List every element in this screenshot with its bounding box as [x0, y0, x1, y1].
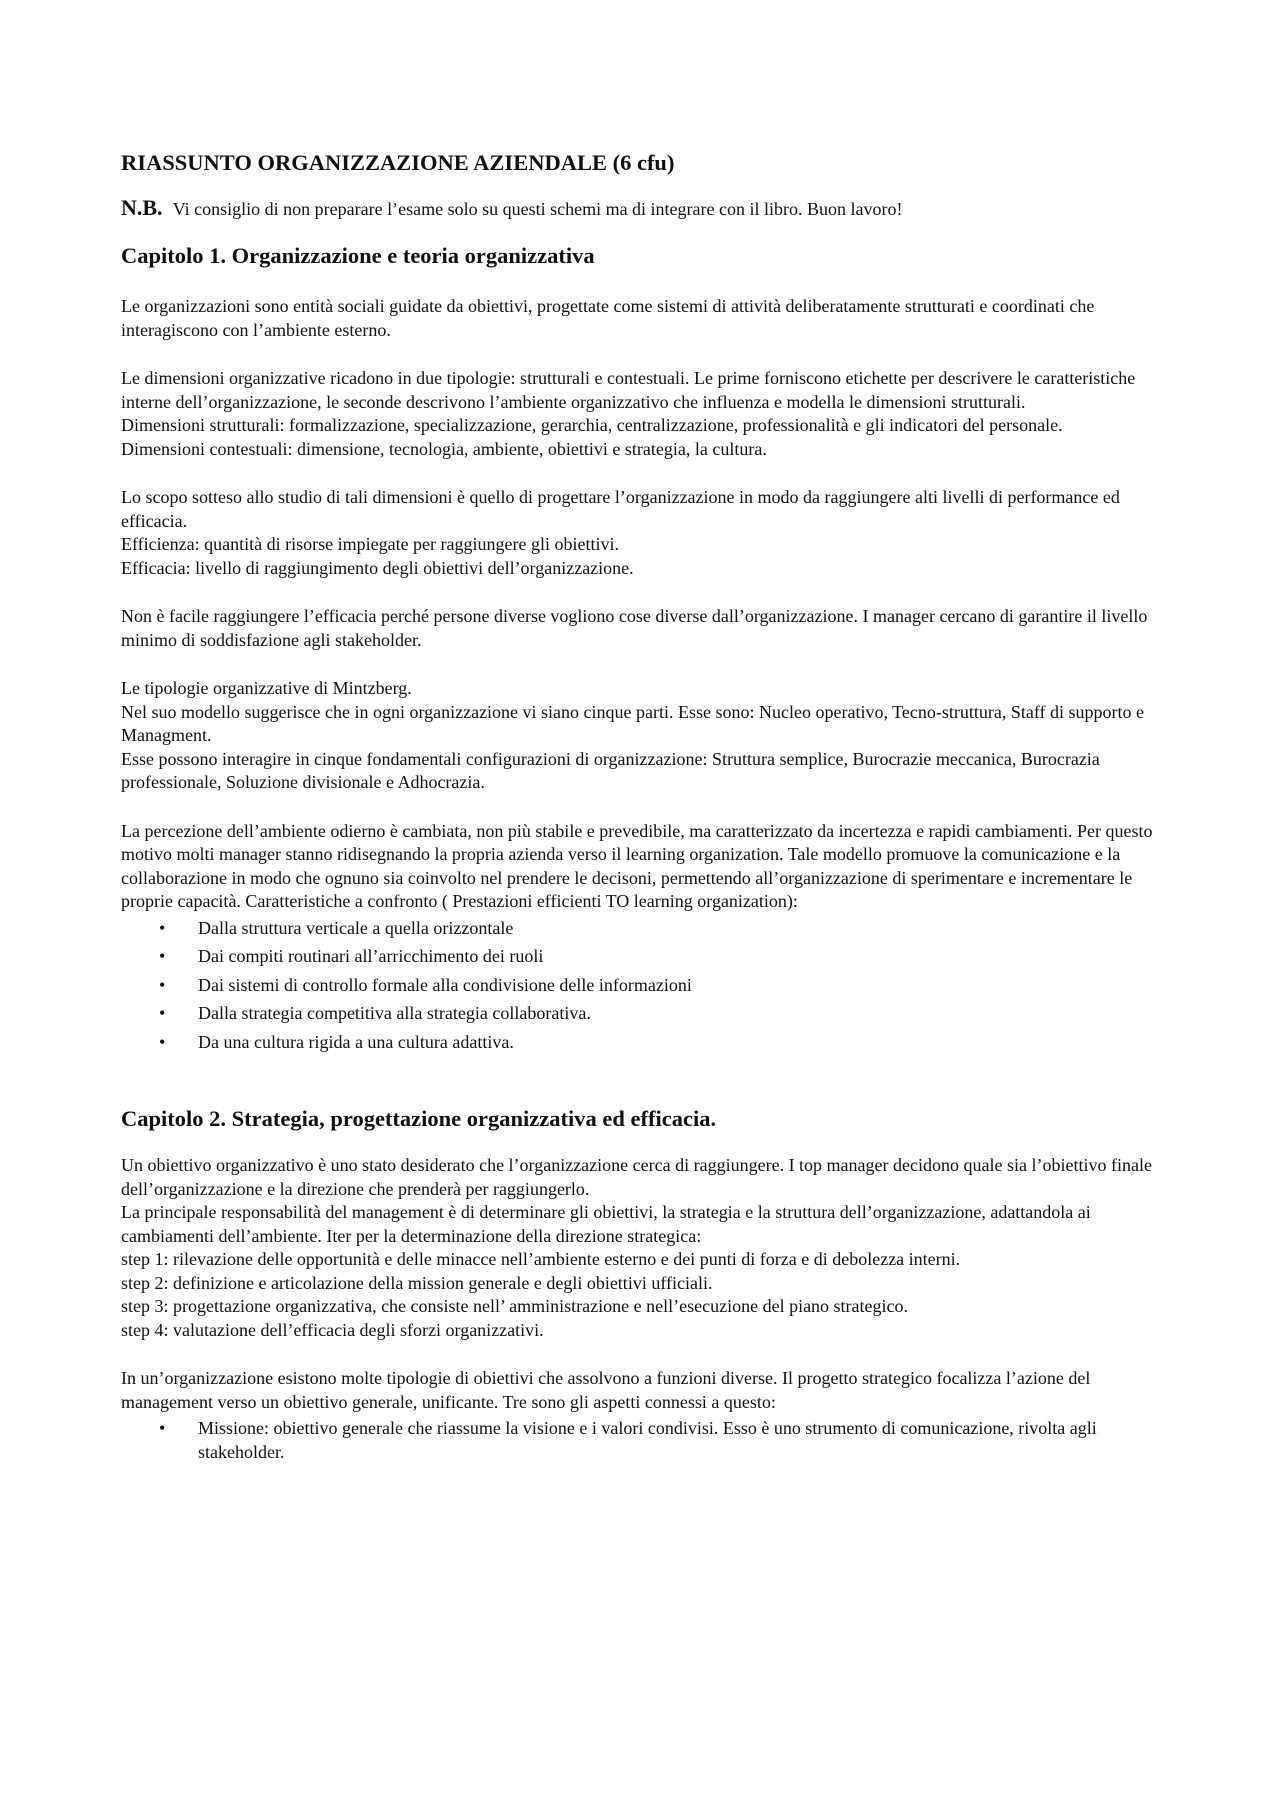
- paragraph-text: Le tipologie organizzative di Mintzberg.: [121, 678, 412, 698]
- paragraph-text: Nel suo modello suggerisce che in ogni organizzazione vi siano cinque parti. Esse sono: Nucleo operativo, Tecno-struttura, Staff di supporto e Managment.: [121, 701, 1144, 745]
- bullet-icon: •: [159, 917, 166, 938]
- chapter-1-bullet-list: [121, 917, 1171, 1055]
- list-item: [121, 974, 1171, 998]
- list-item-text: Dalla struttura verticale a quella orizzontale: [198, 917, 514, 938]
- step-text: step 4: valutazione dell’efficacia degli sforzi organizzativi.: [121, 1319, 544, 1340]
- paragraph-text: La percezione dell’ambiente odierno è cambiata, non più stabile e prevedibile, ma caratterizzato da incertezza e rapidi cambiamenti. Per questo motivo molti manager stanno ridisegnando la propria azienda verso il learning organization. Tale modello promuove la comunicazione e la collaborazione in modo che ognuno sia coinvolto nel prendere le decisoni, permettendo all’organizzazione di sperimentare e incrementare le proprie capacità. Caratteristiche a confronto ( Prestazioni efficienti TO learning organization):: [121, 820, 1153, 911]
- list-item-text: Missione: obiettivo generale che riassume la visione e i valori condivisi. Esso è uno strumento di comunicazione, rivolta agli stakeholder.: [198, 1418, 1097, 1462]
- bullet-icon: •: [159, 946, 166, 966]
- bullet-icon: •: [159, 1418, 166, 1438]
- list-item-text: Dalla strategia competitiva alla strategia collaborativa.: [198, 1003, 591, 1023]
- paragraph-text: Dimensioni strutturali: formalizzazione, specializzazione, gerarchia, centralizzazione, professionalità e gli indicatori del personale.: [121, 415, 1063, 435]
- paragraph-text: Dimensioni contestuali: dimensione, tecnologia, ambiente, obiettivi e strategia, la cultura.: [121, 438, 767, 459]
- paragraph-text: La principale responsabilità del management è di determinare gli obiettivi, la strategia e la struttura dell’organizzazione, adattandola ai cambiamenti dell’ambiente. Iter per la determinazione della direzione strategica:: [121, 1202, 1091, 1246]
- bullet-icon: •: [159, 1003, 166, 1023]
- list-item: [121, 1031, 1171, 1055]
- paragraph-text: Le organizzazioni sono entità sociali guidate da obiettivi, progettate come sistemi di attività deliberatamente strutturati e coordinati che interagiscono con l’ambiente esterno.: [121, 296, 1095, 340]
- chapter-2-paragraph-2: [121, 1367, 1171, 1414]
- chapter-1-paragraph-4: [121, 605, 1171, 652]
- paragraph-text: Non è facile raggiungere l’efficacia perché persone diverse vogliono cose diverse dall’organizzazione. I manager cercano di garantire il livello minimo di soddisfazione agli stakeholder.: [121, 606, 1148, 650]
- list-item-text: Da una cultura rigida a una cultura adattiva.: [198, 1031, 514, 1052]
- chapter-2-paragraph-1: [121, 1154, 1171, 1342]
- list-item-text: Dai sistemi di controllo formale alla condivisione delle informazioni: [198, 974, 692, 995]
- bullet-icon: •: [159, 974, 166, 995]
- chapter-2-bullet-list: [121, 1417, 1171, 1464]
- list-item: [121, 1002, 1171, 1026]
- note: [121, 196, 1171, 221]
- paragraph-text: Lo scopo sotteso allo studio di tali dimensioni è quello di progettare l’organizzazione in modo da raggiungere alti livelli di performance ed efficacia.: [121, 487, 1120, 531]
- paragraph-text: Esse possono interagire in cinque fondamentali configurazioni di organizzazione: Struttura semplice, Burocrazie meccanica, Burocrazia professionale, Soluzione divisionale e Adhocrazia.: [121, 748, 1100, 792]
- list-item-text: Dai compiti routinari all’arricchimento dei ruoli: [198, 946, 544, 966]
- chapter-1-heading: Capitolo 1. Organizzazione e teoria organizzativa: [121, 243, 595, 268]
- list-item: [121, 945, 1171, 969]
- chapter-1-paragraph-6: [121, 820, 1171, 914]
- chapter-1-paragraph-3: [121, 486, 1171, 580]
- paragraph-text: Efficacia: livello di raggiungimento degli obiettivi dell’organizzazione.: [121, 557, 634, 578]
- chapter-1-paragraph-1: [121, 295, 1171, 342]
- chapter-1-paragraph-5: [121, 677, 1171, 795]
- step-text: step 3: progettazione organizzativa, che consiste nell’ amministrazione e nell’esecuzione del piano strategico.: [121, 1296, 909, 1316]
- document-body: [121, 148, 1171, 1469]
- bullet-icon: •: [159, 1031, 166, 1052]
- paragraph-text: In un’organizzazione esistono molte tipologie di obiettivi che assolvono a funzioni diverse. Il progetto strategico focalizza l’azione del management verso un obiettivo generale, unificante. Tre sono gli aspetti connessi a questo:: [121, 1368, 1091, 1412]
- list-item: [121, 1417, 1171, 1464]
- paragraph-text: Un obiettivo organizzativo è uno stato desiderato che l’organizzazione cerca di raggiungere. I top manager decidono quale sia l’obiettivo finale dell’organizzazione e la direzione che prenderà per raggiungerlo.: [121, 1155, 1152, 1199]
- step-text: step 1: rilevazione delle opportunità e delle minacce nell’ambiente esterno e dei punti di forza e di debolezza interni.: [121, 1249, 961, 1269]
- chapter-2-heading: Capitolo 2. Strategia, progettazione organizzativa ed efficacia.: [121, 1106, 717, 1131]
- step-text: step 2: definizione e articolazione della mission generale e degli obiettivi ufficiali.: [121, 1272, 713, 1293]
- chapter-1-paragraph-2: [121, 367, 1171, 461]
- paragraph-text: Le dimensioni organizzative ricadono in due tipologie: strutturali e contestuali. Le prime forniscono etichette per descrivere le caratteristiche interne dell’organizzazione, le seconde descrivono l’ambiente organizzativo che influenza e modella le dimensioni strutturali.: [121, 368, 1136, 412]
- list-item: [121, 917, 1171, 941]
- document-title: RIASSUNTO ORGANIZZAZIONE AZIENDALE (6 cfu): [121, 150, 675, 175]
- paragraph-text: Efficienza: quantità di risorse impiegate per raggiungere gli obiettivi.: [121, 534, 619, 554]
- note-label: N.B.: [121, 195, 163, 220]
- note-text: Vi consiglio di non preparare l’esame solo su questi schemi ma di integrare con il libro. Buon lavoro!: [172, 199, 903, 219]
